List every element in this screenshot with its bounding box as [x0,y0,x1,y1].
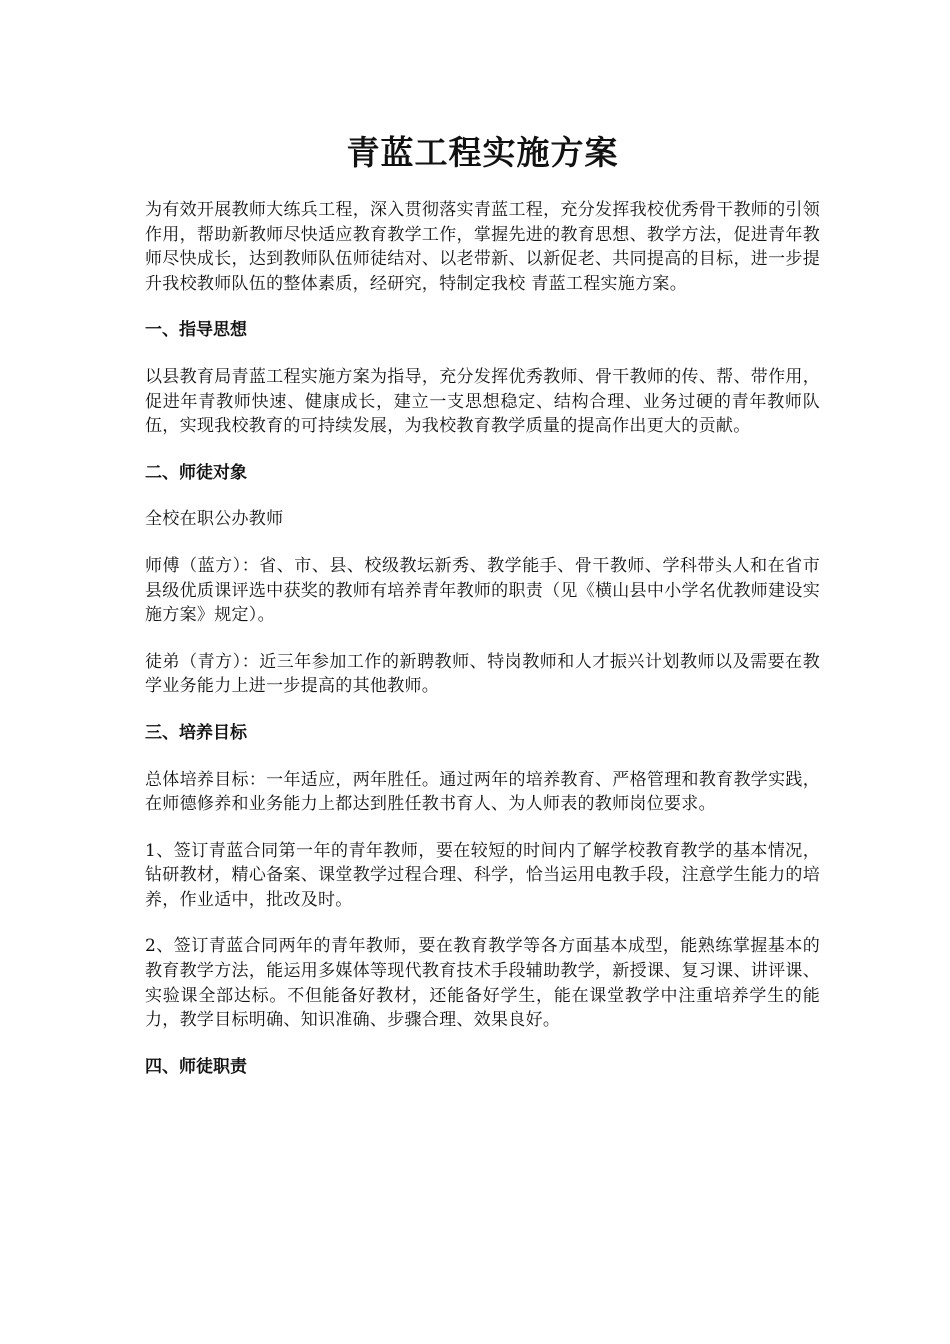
training-goals-paragraph-1: 总体培养目标：一年适应，两年胜任。通过两年的培养教育、严格管理和教育教学实践，在师德修养和业务能力上都达到胜任教书育人、为人师表的教师岗位要求。 [145,769,820,815]
section-heading-mentor-targets: 二、师徒对象 [145,462,247,483]
intro-paragraph: 为有效开展教师大练兵工程，深入贯彻落实青蓝工程，充分发挥我校优秀骨干教师的引领作用，帮助新教师尽快适应教育教学工作，掌握先进的教育思想、教学方法，促进青年教师尽快成长，达到教师队伍师徒结对、以老带新、以新促老、共同提高的目标，进一步提升我校教师队伍的整体素质，经研究，特制定我校 青蓝工程实施方案。 [145,200,820,294]
mentor-targets-paragraph-3: 徒弟（青方）：近三年参加工作的新聘教师、特岗教师和人才振兴计划教师以及需要在教学业务能力上进一步提高的其他教师。 [145,651,820,697]
section-heading-training-goals: 三、培养目标 [145,722,247,743]
training-goals-paragraph-2: 1、签订青蓝合同第一年的青年教师，要在较短的时间内了解学校教育教学的基本情况，钻研教材，精心备案、课堂教学过程合理、科学，恰当运用电教手段，注意学生能力的培养，作业适中，批改及时。 [145,840,820,910]
document-body [145,128,820,1079]
section-heading-mentor-duties: 四、师徒职责 [145,1056,247,1077]
mentor-targets-paragraph-1: 全校在职公办教师 [145,509,284,530]
document-title: 青蓝工程实施方案 [346,133,619,172]
section-heading-guiding-thought: 一、指导思想 [145,320,247,341]
guiding-thought-paragraph: 以县教育局青蓝工程实施方案为指导，充分发挥优秀教师、骨干教师的传、帮、带作用，促进年青教师快速、健康成长，建立一支思想稳定、结构合理、业务过硬的青年教师队伍，实现我校教育的可持续发展，为我校教育教学质量的提高作出更大的贡献。 [145,366,820,437]
mentor-targets-paragraph-2: 师傅（蓝方）：省、市、县、校级教坛新秀、教学能手、骨干教师、学科带头人和在省市县级优质课评选中获奖的教师有培养青年教师的职责（见《横山县中小学名优教师建设实施方案》规定）。 [145,555,820,626]
training-goals-paragraph-3: 2、签订青蓝合同两年的青年教师，要在教育教学等各方面基本成型，能熟练掌握基本的教育教学方法，能运用多媒体等现代教育技术手段辅助教学，新授课、复习课、讲评课、实验课全部达标。不但能备好教材，还能备好学生，能在课堂教学中注重培养学生的能力，教学目标明确、知识准确、步骤合理、效果良好。 [145,936,820,1031]
